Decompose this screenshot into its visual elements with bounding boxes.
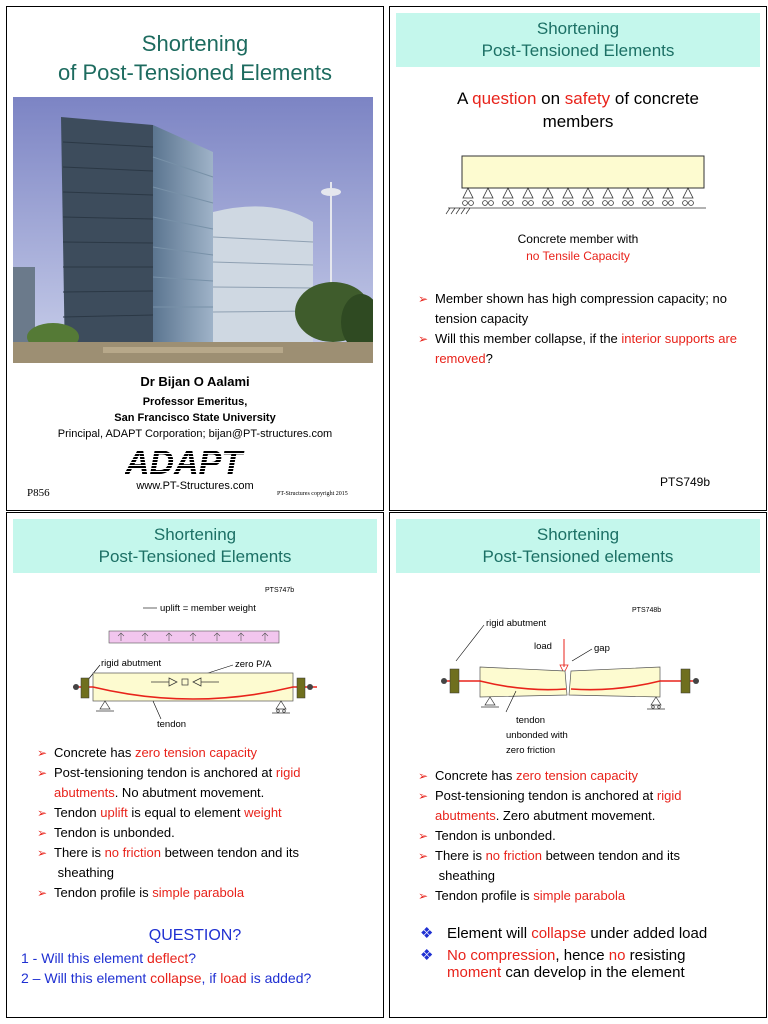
roller-support bbox=[463, 188, 473, 198]
slide-concept-uplift bbox=[6, 512, 384, 1018]
slide-concept-gap bbox=[389, 512, 767, 1018]
title-line-1: Shortening bbox=[141, 31, 249, 56]
tendon-label-1: tendon bbox=[516, 715, 546, 726]
slide-title bbox=[6, 6, 384, 511]
conclusion-1: ❖ Element will collapse under added load bbox=[420, 925, 708, 942]
roller-support bbox=[663, 188, 673, 198]
roller-wheel bbox=[643, 201, 648, 206]
roller-support bbox=[563, 188, 573, 198]
roller-support bbox=[683, 188, 693, 198]
slide-code: P856 bbox=[27, 487, 50, 499]
question-2: 2 – Will this element collapse, if load is added? bbox=[21, 970, 312, 986]
beam-caption: Concrete member with no Tensile Capacity bbox=[517, 232, 639, 263]
roller-support bbox=[483, 188, 493, 198]
roller-wheel bbox=[669, 201, 674, 206]
author-position: Professor Emeritus, bbox=[142, 396, 248, 408]
gap-label: gap bbox=[594, 643, 610, 654]
roller-wheel bbox=[529, 201, 534, 206]
uplift-figure bbox=[65, 581, 325, 734]
question-1: 1 - Will this element deflect? bbox=[21, 950, 197, 966]
tendon-label-2: unbonded with bbox=[506, 730, 568, 741]
website: www.PT-Structures.com bbox=[136, 480, 254, 492]
header-line-2: Post-Tensioned elements bbox=[482, 547, 674, 566]
roller-wheel bbox=[589, 201, 594, 206]
list-item: ➢ Concrete has zero tension capacity bbox=[418, 768, 639, 783]
list-item: ➢ There is no friction between tendon and its sheathing bbox=[418, 848, 681, 883]
question-title: QUESTION? bbox=[148, 927, 242, 944]
header-line-1: Shortening bbox=[153, 525, 237, 544]
safety-question: A question on safety of concrete members bbox=[457, 89, 699, 131]
roller-wheel bbox=[689, 201, 694, 206]
beam-on-rollers-figure bbox=[442, 152, 712, 227]
tendon-label-3: zero friction bbox=[506, 745, 556, 756]
adapt-logo bbox=[125, 448, 255, 483]
roller-wheel bbox=[469, 201, 474, 206]
gap-figure bbox=[434, 599, 724, 764]
slide-safety-question bbox=[389, 6, 767, 511]
roller-support bbox=[503, 188, 513, 198]
roller-wheel bbox=[569, 201, 574, 206]
zero-pa-label: zero P/A bbox=[235, 659, 272, 670]
bullet-list bbox=[416, 766, 761, 906]
list-item: ➢ Tendon is unbonded. bbox=[37, 825, 175, 840]
list-item: ➢ Tendon is unbonded. bbox=[418, 828, 556, 843]
roller-support bbox=[583, 188, 593, 198]
list-item: ➢ Tendon profile is simple parabola bbox=[418, 888, 626, 903]
load-label: load bbox=[534, 641, 552, 652]
roller-support bbox=[543, 188, 553, 198]
slide-code: PTS749b bbox=[660, 475, 711, 489]
slide-title-heading bbox=[7, 29, 383, 87]
bullet-list bbox=[416, 289, 756, 369]
list-item: ➢ Tendon uplift is equal to element weight bbox=[37, 805, 282, 820]
uplift-label: uplift = member weight bbox=[160, 603, 256, 614]
diamond-bullet-icon: ❖ bbox=[420, 925, 434, 942]
logo-text: ADAPT bbox=[125, 448, 243, 478]
roller-wheel bbox=[549, 201, 554, 206]
list-item: ➢ Post-tensioning tendon is anchored at rigid abutments. No abutment movement. bbox=[37, 765, 301, 800]
roller-wheel bbox=[663, 201, 668, 206]
list-item: ➢ Will this member collapse, if the interior supports are removed? bbox=[418, 331, 738, 366]
slide-header bbox=[13, 519, 377, 573]
roller-support bbox=[603, 188, 613, 198]
header-line-1: Shortening bbox=[536, 19, 620, 38]
roller-wheel bbox=[463, 201, 468, 206]
abutment-label: rigid abutment bbox=[486, 618, 547, 629]
list-item: ➢ Post-tensioning tendon is anchored at rigid abutments. Zero abutment movement. bbox=[418, 788, 682, 823]
roller-wheel bbox=[603, 201, 608, 206]
building-photo bbox=[13, 97, 373, 363]
author-affiliation: Principal, ADAPT Corporation; bijan@PT-structures.com bbox=[57, 428, 333, 440]
list-item: ➢ Member shown has high compression capacity; no tension capacity bbox=[418, 291, 727, 326]
title-line-2: of Post-Tensioned Elements bbox=[58, 60, 332, 85]
tendon-label: tendon bbox=[157, 719, 187, 729]
roller-wheel bbox=[563, 201, 568, 206]
list-item: ➢ There is no friction between tendon and its sheathing bbox=[37, 845, 300, 880]
conclusion-2: ❖ No compression, hence no resisting moment can develop in the element bbox=[420, 947, 686, 981]
roller-wheel bbox=[543, 201, 548, 206]
roller-support bbox=[623, 188, 633, 198]
header-line-1: Shortening bbox=[536, 525, 620, 544]
roller-support bbox=[643, 188, 653, 198]
list-item: ➢ Tendon profile is simple parabola bbox=[37, 885, 245, 900]
roller-wheel bbox=[509, 201, 514, 206]
roller-wheel bbox=[483, 201, 488, 206]
diamond-bullet-icon: ❖ bbox=[420, 947, 434, 964]
bullet-list bbox=[35, 743, 375, 903]
roller-wheel bbox=[629, 201, 634, 206]
list-item: ➢ Concrete has zero tension capacity bbox=[37, 745, 258, 760]
header-line-2: Post-Tensioned Elements bbox=[481, 41, 675, 60]
roller-wheel bbox=[609, 201, 614, 206]
copyright: PT-Structures copyright 2015 bbox=[277, 491, 348, 497]
roller-wheel bbox=[623, 201, 628, 206]
roller-wheel bbox=[523, 201, 528, 206]
slide-header bbox=[396, 519, 760, 573]
author-university: San Francisco State University bbox=[114, 412, 276, 424]
roller-wheel bbox=[583, 201, 588, 206]
roller-wheel bbox=[489, 201, 494, 206]
roller-wheel bbox=[683, 201, 688, 206]
header-line-2: Post-Tensioned Elements bbox=[98, 547, 292, 566]
figure-code: PTS747b bbox=[265, 587, 295, 594]
figure-code: PTS748b bbox=[632, 607, 662, 614]
author-name: Dr Bijan O Aalami bbox=[140, 374, 250, 389]
roller-support bbox=[523, 188, 533, 198]
slide-header bbox=[396, 13, 760, 67]
roller-wheel bbox=[649, 201, 654, 206]
roller-wheel bbox=[503, 201, 508, 206]
abutment-label: rigid abutment bbox=[101, 658, 162, 669]
